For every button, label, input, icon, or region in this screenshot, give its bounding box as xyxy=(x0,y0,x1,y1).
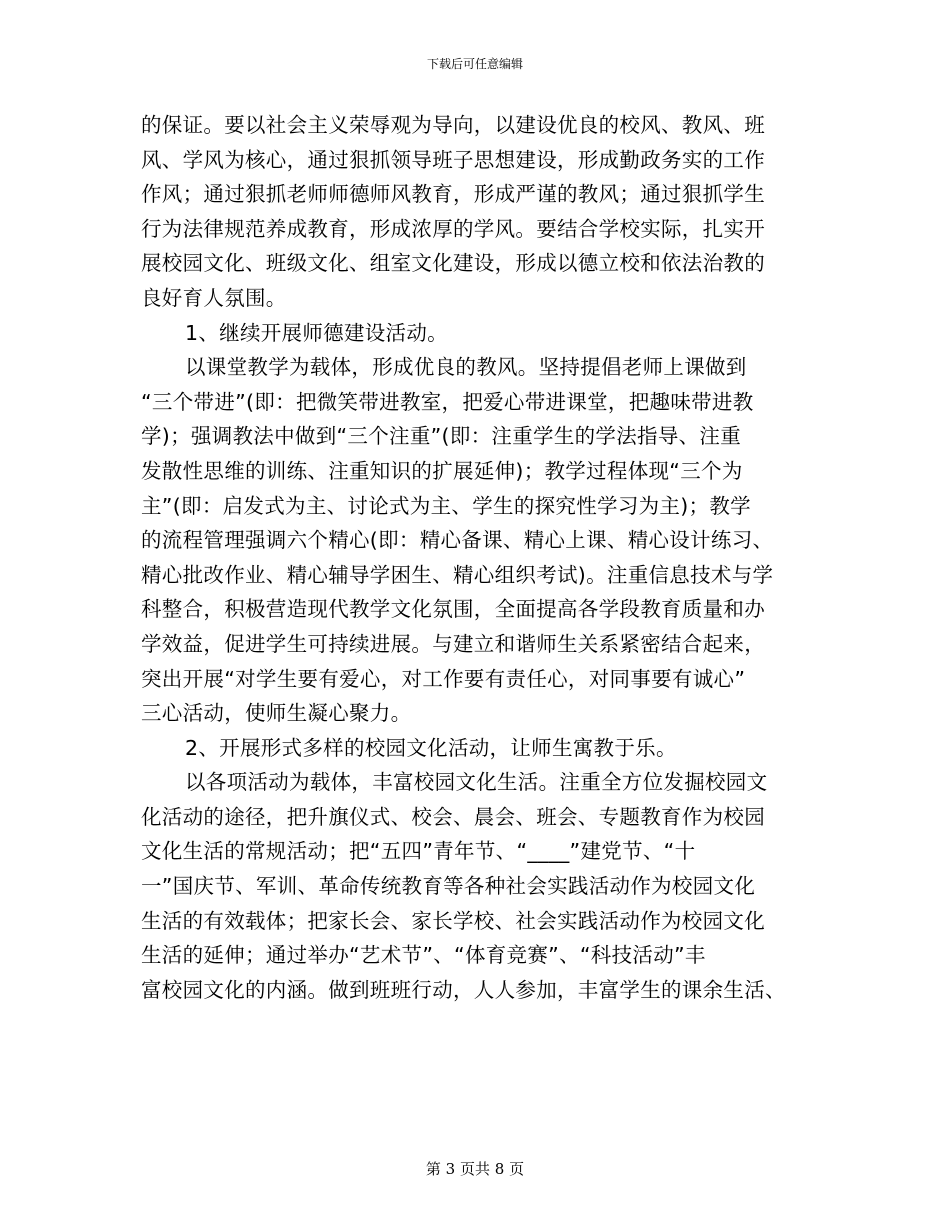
document-body xyxy=(141,108,821,1007)
paragraph-line: 作风；通过狠抓老师师德师风教育，形成严谨的教风；通过狠抓学生 xyxy=(141,182,765,207)
paragraph-line: 主”(即：启发式为主、讨论式为主、学生的探究性学习为主)；教学 xyxy=(141,493,751,518)
paragraph-line: 以各项活动为载体，丰富校园文化生活。注重全方位发掘校园文 xyxy=(185,770,768,795)
paragraph-line: 突出开展“对学生要有爱心，对工作要有责任心，对同事要有诚心” xyxy=(141,666,746,691)
section-heading: 1、继续开展师德建设活动。 xyxy=(185,320,448,345)
section-heading: 2、开展形式多样的校园文化活动，让师生寓教于乐。 xyxy=(185,735,677,760)
paragraph-line: 的流程管理强调六个精心(即：精心备课、精心上课、精心设计练习、 xyxy=(141,528,774,553)
paragraph-line: 富校园文化的内涵。做到班班行动，人人参加，丰富学生的课余生活、 xyxy=(141,977,786,1002)
paragraph-line: 一”国庆节、军训、革命传统教育等各种社会实践活动作为校园文化 xyxy=(141,874,756,899)
paragraph-line: 生活的有效载体；把家长会、家长学校、社会实践活动作为校园文化 xyxy=(141,908,765,933)
paragraph-line: “三个带进”(即：把微笑带进教室，把爱心带进课堂，把趣味带进教 xyxy=(141,389,754,414)
page-header: 下载后可任意编辑 xyxy=(426,57,523,71)
paragraph-line: 学效益，促进学生可持续进展。与建立和谐师生关系紧密结合起来， xyxy=(141,631,765,656)
paragraph-line: 展校园文化、班级文化、组室文化建设，形成以德立校和依法治教的 xyxy=(141,251,765,276)
paragraph-line: 学)；强调教法中做到“三个注重”(即：注重学生的学法指导、注重 xyxy=(141,424,742,449)
paragraph-line: 风、学风为核心，通过狠抓领导班子思想建设，形成勤政务实的工作 xyxy=(141,147,765,172)
paragraph-line: 化活动的途径，把升旗仪式、校会、晨会、班会、专题教育作为校园 xyxy=(141,804,765,829)
page-footer: 第 3 页共 8 页 xyxy=(425,1160,525,1178)
paragraph-line: 科整合，积极营造现代教学文化氛围，全面提高各学段教育质量和办 xyxy=(141,597,765,622)
paragraph-line: 发散性思维的训练、注重知识的扩展延伸)；教学过程体现“三个为 xyxy=(141,458,743,483)
paragraph-line: 以课堂教学为载体，形成优良的教风。坚持提倡老师上课做到 xyxy=(185,355,747,380)
paragraph-line: 文化生活的常规活动；把“五四”青年节、“____”建党节、“十 xyxy=(141,839,696,864)
paragraph-line: 精心批改作业、精心辅导学困生、精心组织考试)。注重信息技术与学 xyxy=(141,562,774,587)
paragraph-line: 行为法律规范养成教育，形成浓厚的学风。要结合学校实际，扎实开 xyxy=(141,216,765,241)
paragraph-line: 良好育人氛围。 xyxy=(141,285,287,310)
paragraph-line: 的保证。要以社会主义荣辱观为导向，以建设优良的校风、教风、班 xyxy=(141,113,765,137)
paragraph-line: 三心活动，使师生凝心聚力。 xyxy=(141,701,412,726)
paragraph-line: 生活的延伸；通过举办“艺术节”、“体育竞赛”、“科技活动”丰 xyxy=(141,943,706,968)
